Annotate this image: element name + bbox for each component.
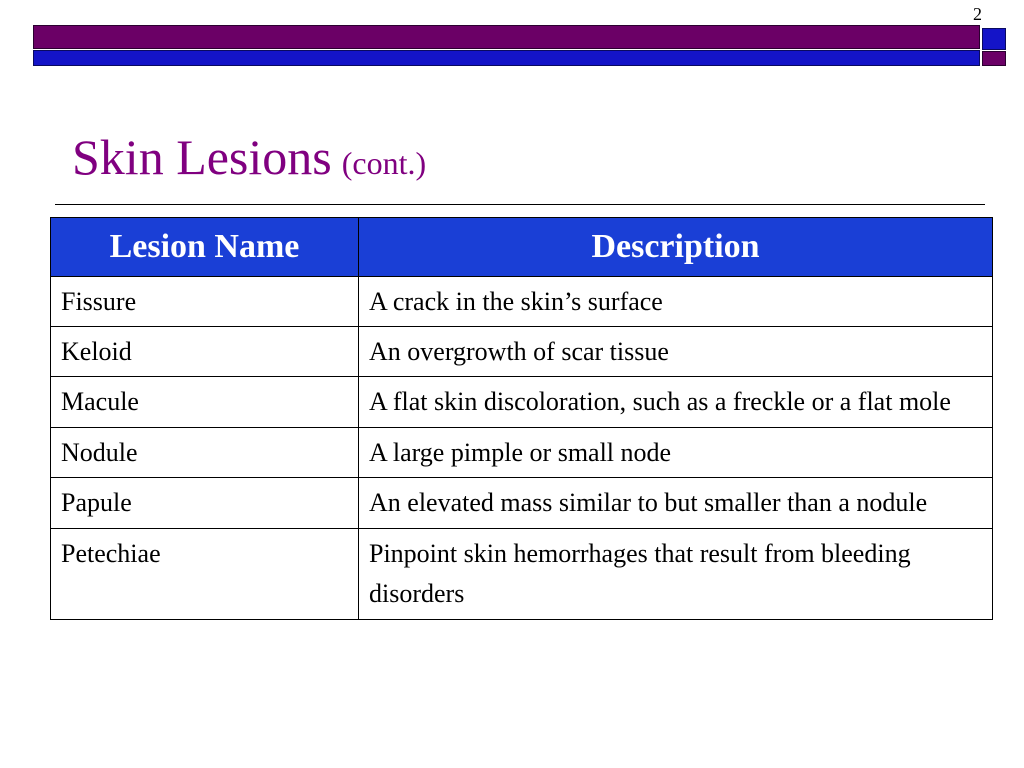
table-row: [51, 428, 993, 478]
header-description: Description: [359, 218, 993, 277]
lesion-table: [50, 217, 993, 620]
header-bar-blue: [33, 50, 980, 66]
corner-square-purple: [982, 51, 1006, 66]
lesion-description-cell: Pinpoint skin hemorrhages that result from bleeding disorders: [359, 529, 993, 620]
lesion-name-cell: Petechiae: [51, 529, 359, 620]
slide-title-suffix: (cont.): [341, 145, 427, 181]
slide-number: 2: [973, 4, 982, 24]
lesion-description-cell: A large pimple or small node: [359, 428, 993, 478]
lesion-name-cell: Papule: [51, 478, 359, 529]
lesion-name-cell: Keloid: [51, 327, 359, 377]
lesion-name-cell: Macule: [51, 377, 359, 428]
slide-title-main: Skin Lesions: [72, 129, 332, 185]
lesion-name-cell: Fissure: [51, 277, 359, 327]
slide-title: [72, 128, 426, 186]
lesion-description-cell: A flat skin discoloration, such as a freckle or a flat mole: [359, 377, 993, 428]
title-divider: [55, 204, 985, 205]
lesion-description-cell: An elevated mass similar to but smaller than a nodule: [359, 478, 993, 529]
lesion-description-cell: An overgrowth of scar tissue: [359, 327, 993, 377]
table-header-row: [51, 218, 993, 277]
table-row: [51, 478, 993, 529]
lesion-name-cell: Nodule: [51, 428, 359, 478]
corner-square-blue: [982, 28, 1006, 50]
header-lesion-name: Lesion Name: [51, 218, 359, 277]
table-row: [51, 377, 993, 428]
header-bar-purple: [33, 25, 980, 49]
table-row: [51, 529, 993, 620]
table-row: [51, 327, 993, 377]
table-row: [51, 277, 993, 327]
lesion-description-cell: A crack in the skin’s surface: [359, 277, 993, 327]
